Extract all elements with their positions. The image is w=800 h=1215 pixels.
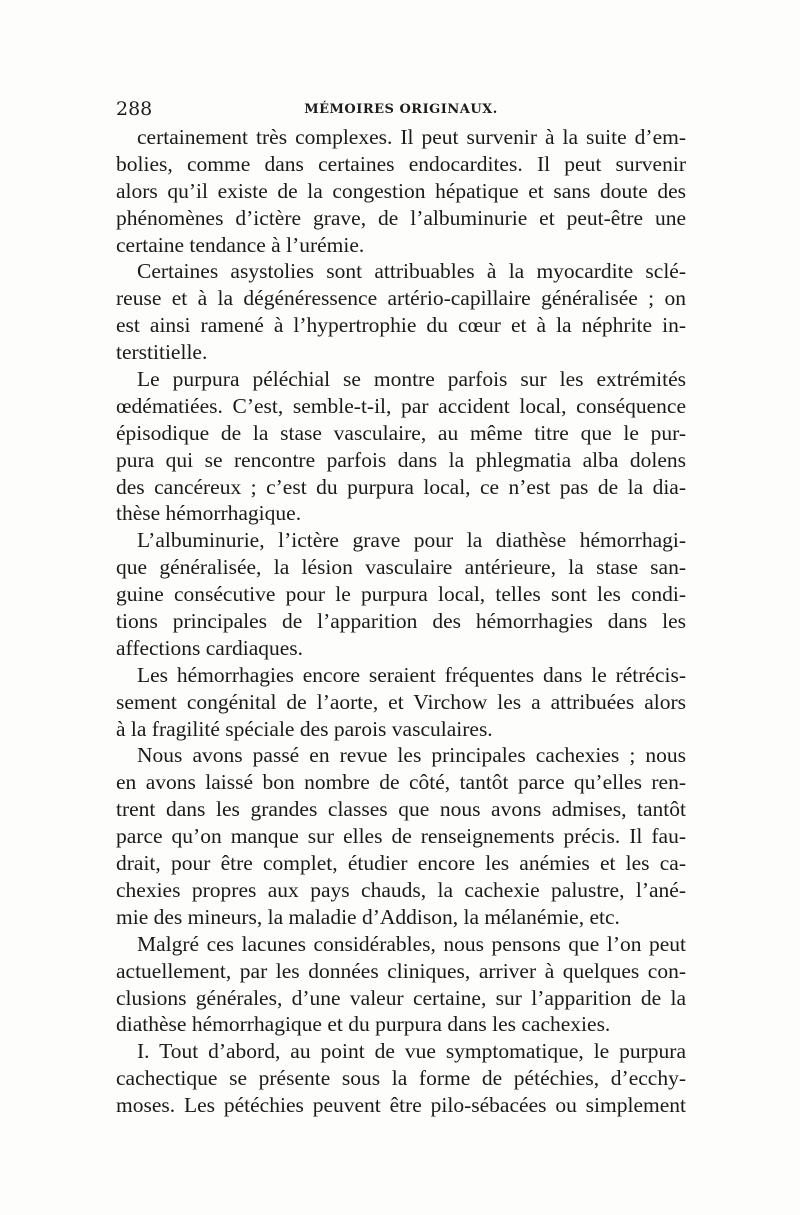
text-line: thèse hémorrhagique. [116, 501, 302, 526]
text-line: est ainsi ramené à l’hypertrophie du cœur et à la néphrite in- [116, 313, 686, 338]
text-line: certaine tendance à l’urémie. [116, 232, 365, 257]
paragraph [116, 931, 686, 1039]
text-line: tions principales de l’apparition des hémorrhagies dans les [116, 609, 686, 634]
text-line: clusions générales, d’une valeur certaine, sur l’apparition de la [116, 985, 686, 1010]
text-line: Le purpura péléchial se montre parfois sur les extrémités [137, 367, 686, 392]
page-number: 288 [116, 98, 153, 120]
body-text [116, 124, 686, 1119]
text-line: œdématiées. C’est, semble-t-il, par accident local, conséquence [116, 393, 686, 418]
text-line: reuse et à la dégénéressence artério-capillaire généralisée ; on [116, 286, 686, 311]
text-line: à la fragilité spéciale des parois vasculaires. [116, 716, 493, 741]
text-line: mie des mineurs, la maladie d’Addison, la mélanémie, etc. [116, 904, 620, 929]
text-line: guine consécutive pour le purpura local, telles sont les condi- [116, 582, 686, 607]
text-line: L’albuminurie, l’ictère grave pour la diathèse hémorrhagi- [137, 528, 686, 553]
text-line: alors qu’il existe de la congestion hépatique et sans doute des [116, 178, 686, 203]
text-line: affections cardiaques. [116, 635, 304, 660]
text-line: actuellement, par les données cliniques, arriver à quelques con- [116, 958, 686, 983]
paragraph [116, 124, 686, 258]
paragraph [116, 1038, 686, 1119]
text-line: certainement très complexes. Il peut survenir à la suite d’em- [137, 125, 686, 149]
text-line: Les hémorrhagies encore seraient fréquentes dans le rétrécis- [137, 662, 686, 687]
running-head: MÉMOIRES ORIGINAUX. [304, 102, 498, 117]
text-line: I. Tout d’abord, au point de vue symptomatique, le purpura [137, 1039, 686, 1064]
text-line: épisodique de la stase vasculaire, au même titre que le pur- [116, 420, 686, 445]
text-line: Certaines asystolies sont attribuables à la myocardite sclé- [137, 259, 686, 284]
text-line: en avons laissé bon nombre de côté, tantôt parce qu’elles ren- [116, 770, 686, 795]
paragraph [116, 366, 686, 527]
text-line: Nous avons passé en revue les principales cachexies ; nous [137, 743, 686, 768]
paragraph [116, 662, 686, 743]
text-line: pura qui se rencontre parfois dans la phlegmatia alba dolens [116, 447, 686, 472]
text-line: que généralisée, la lésion vasculaire antérieure, la stase san- [116, 555, 686, 580]
text-line: diathèse hémorrhagique et du purpura dans les cachexies. [116, 1012, 611, 1037]
text-line: phénomènes d’ictère grave, de l’albuminurie et peut-être une [116, 205, 686, 230]
text-line: parce qu’on manque sur elles de renseignements précis. Il fau- [116, 824, 686, 849]
text-line: sement congénital de l’aorte, et Virchow les a attribuées alors [116, 689, 686, 714]
paragraph [116, 742, 686, 930]
text-line: trent dans les grandes classes que nous avons admises, tantôt [116, 797, 686, 822]
text-line: chexies propres aux pays chauds, la cachexie palustre, l’ané- [116, 877, 686, 902]
text-line: des cancéreux ; c’est du purpura local, ce n’est pas de la dia- [116, 474, 686, 499]
text-line: cachectique se présente sous la forme de pétéchies, d’ecchy- [116, 1066, 686, 1091]
text-line: terstitielle. [116, 340, 208, 365]
text-line: moses. Les pétéchies peuvent être pilo-sébacées ou simplement [116, 1093, 686, 1118]
text-line: Malgré ces lacunes considérables, nous pensons que l’on peut [137, 931, 686, 956]
text-line: drait, pour être complet, étudier encore les anémies et les ca- [116, 851, 686, 876]
page-header [116, 98, 686, 122]
paragraph [116, 527, 686, 661]
text-line: bolies, comme dans certaines endocardites. Il peut survenir [116, 151, 686, 176]
paragraph [116, 258, 686, 366]
